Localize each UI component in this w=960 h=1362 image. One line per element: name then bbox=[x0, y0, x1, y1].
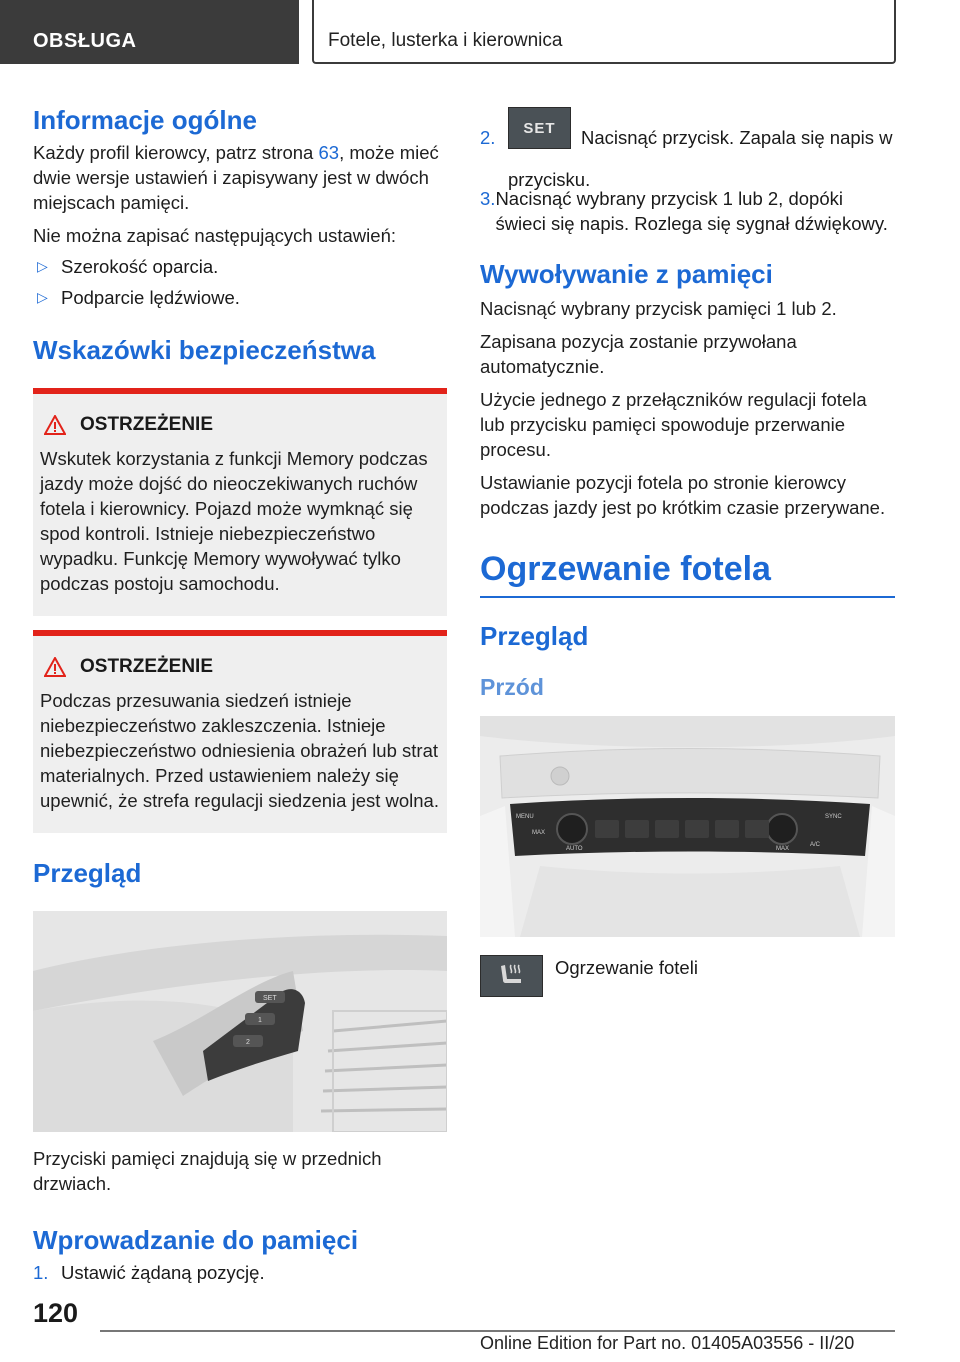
dash-label: MAX bbox=[776, 846, 790, 852]
dash-label: MAX bbox=[532, 830, 546, 836]
step-number: 2. bbox=[480, 127, 496, 148]
step-item bbox=[33, 1260, 447, 1285]
warning-icon bbox=[44, 657, 66, 677]
overview-heading: Przegląd bbox=[33, 858, 142, 888]
footer-rule bbox=[100, 1330, 895, 1332]
edition-note: Online Edition for Part no. 01405A03556 - II/20 bbox=[480, 1333, 855, 1353]
memory-2-label: 2 bbox=[246, 1039, 250, 1046]
dash-label: AUTO bbox=[566, 846, 583, 852]
section-tab bbox=[0, 0, 299, 64]
recall-heading: Wywoływanie z pamięci bbox=[480, 259, 773, 289]
warning-box bbox=[33, 630, 447, 833]
recall-paragraph-2: Zapisana pozycja zostanie przywołana automatycznie. bbox=[480, 331, 797, 377]
step-number: 1. bbox=[33, 1262, 49, 1283]
door-memory-buttons-image bbox=[33, 911, 447, 1132]
chapter-tab bbox=[312, 0, 896, 64]
dash-label: SYNC bbox=[825, 814, 842, 820]
recall-paragraph-4: Ustawianie pozycji fotela po stronie kierowcy podczas jazdy jest po krótkim czasie przerywane. bbox=[480, 472, 886, 518]
warning-icon bbox=[44, 415, 66, 435]
step-item bbox=[480, 186, 895, 236]
triangle-bullet-icon: ▷ bbox=[37, 258, 48, 274]
section-title: OBSŁUGA bbox=[33, 30, 137, 52]
list-item-text: Podparcie lędźwiowe. bbox=[61, 287, 240, 308]
seat-heating-caption: Ogrzewanie foteli bbox=[555, 957, 698, 978]
page-number: 120 bbox=[33, 1298, 79, 1328]
list-item bbox=[33, 285, 447, 310]
step-text: Nacisnąć wybrany przycisk 1 lub 2, dopóki świeci się napis. Rozlega się sygnał dźwiękowy. bbox=[495, 188, 888, 234]
chapter-title: Fotele, lusterka i kierownica bbox=[328, 30, 563, 51]
list-item bbox=[33, 254, 447, 279]
warning-text: Podczas przesuwania siedzeń istnieje niebezpieczeństwo zakleszczenia. Istnieje niebezpieczeństwo odniesienia obrażeń lub strat materialnych. Przed ustawieniem należy się upewnić, że strefa regulacji siedzenia jest wolna. bbox=[40, 690, 439, 811]
set-button-icon: SET bbox=[508, 107, 571, 149]
warning-header bbox=[40, 656, 439, 678]
dash-label: A/C bbox=[810, 842, 821, 848]
safety-heading: Wskazówki bezpieczeństwa bbox=[33, 335, 376, 365]
store-heading: Wprowadzanie do pamięci bbox=[33, 1225, 359, 1255]
step-text: Ustawić żądaną pozycję. bbox=[61, 1262, 265, 1283]
info-paragraph-2: Nie można zapisać następujących ustawień: bbox=[33, 225, 396, 246]
warning-header bbox=[40, 414, 439, 436]
list-item-text: Szerokość oparcia. bbox=[61, 256, 219, 277]
seat-heating-icon bbox=[480, 955, 543, 997]
warning-label: OSTRZEŻENIE bbox=[80, 414, 214, 435]
info-heading: Informacje ogólne bbox=[33, 105, 257, 135]
right-column bbox=[480, 107, 895, 997]
climate-panel-image bbox=[480, 716, 895, 937]
climate-panel-illustration bbox=[480, 716, 895, 937]
heading-rule bbox=[480, 596, 895, 598]
left-column bbox=[33, 100, 447, 1285]
triangle-bullet-icon: ▷ bbox=[37, 289, 48, 305]
recall-paragraph-1: Nacisnąć wybrany przycisk pamięci 1 lub 2. bbox=[480, 298, 837, 319]
step-text: Nacisnąć przycisk. Zapala się napis w przycisku. bbox=[508, 127, 893, 190]
info-text-a: Każdy profil kierowcy, patrz strona bbox=[33, 142, 319, 163]
front-subheading: Przód bbox=[480, 674, 544, 700]
dash-label: MENU bbox=[516, 814, 534, 820]
step-number: 3. bbox=[480, 188, 496, 209]
door-caption: Przyciski pamięci znajdują się w przednich drzwiach. bbox=[33, 1148, 382, 1194]
set-button-label: SET bbox=[263, 995, 277, 1002]
warning-text: Wskutek korzystania z funkcji Memory podczas jazdy może dojść do nieoczekiwanych ruchów fotela i kierownicy. Pojazd może wymknąć się spod kontroli. Istnieje niebezpieczeństwo wypadku. Funkcję Memory wywoływać tylko podczas postoju samochodu. bbox=[40, 448, 428, 594]
memory-1-label: 1 bbox=[258, 1017, 262, 1024]
page-link[interactable]: 63 bbox=[318, 142, 340, 163]
warning-label: OSTRZEŻENIE bbox=[80, 656, 214, 677]
door-illustration bbox=[33, 911, 447, 1132]
recall-paragraph-3: Użycie jednego z przełączników regulacji fotela lub przycisku pamięci spowoduje przerwanie procesu. bbox=[480, 389, 867, 460]
info-text-b: , może mieć dwie wersje ustawień i zapisywany jest w dwóch miejscach pamięci. bbox=[33, 142, 439, 213]
warning-box bbox=[33, 388, 447, 616]
step-item bbox=[480, 107, 895, 190]
seat-heating-legend bbox=[480, 955, 895, 997]
heating-overview-heading: Przegląd bbox=[480, 621, 589, 651]
heating-heading: Ogrzewanie fotela bbox=[480, 550, 771, 588]
info-paragraph bbox=[33, 140, 447, 215]
